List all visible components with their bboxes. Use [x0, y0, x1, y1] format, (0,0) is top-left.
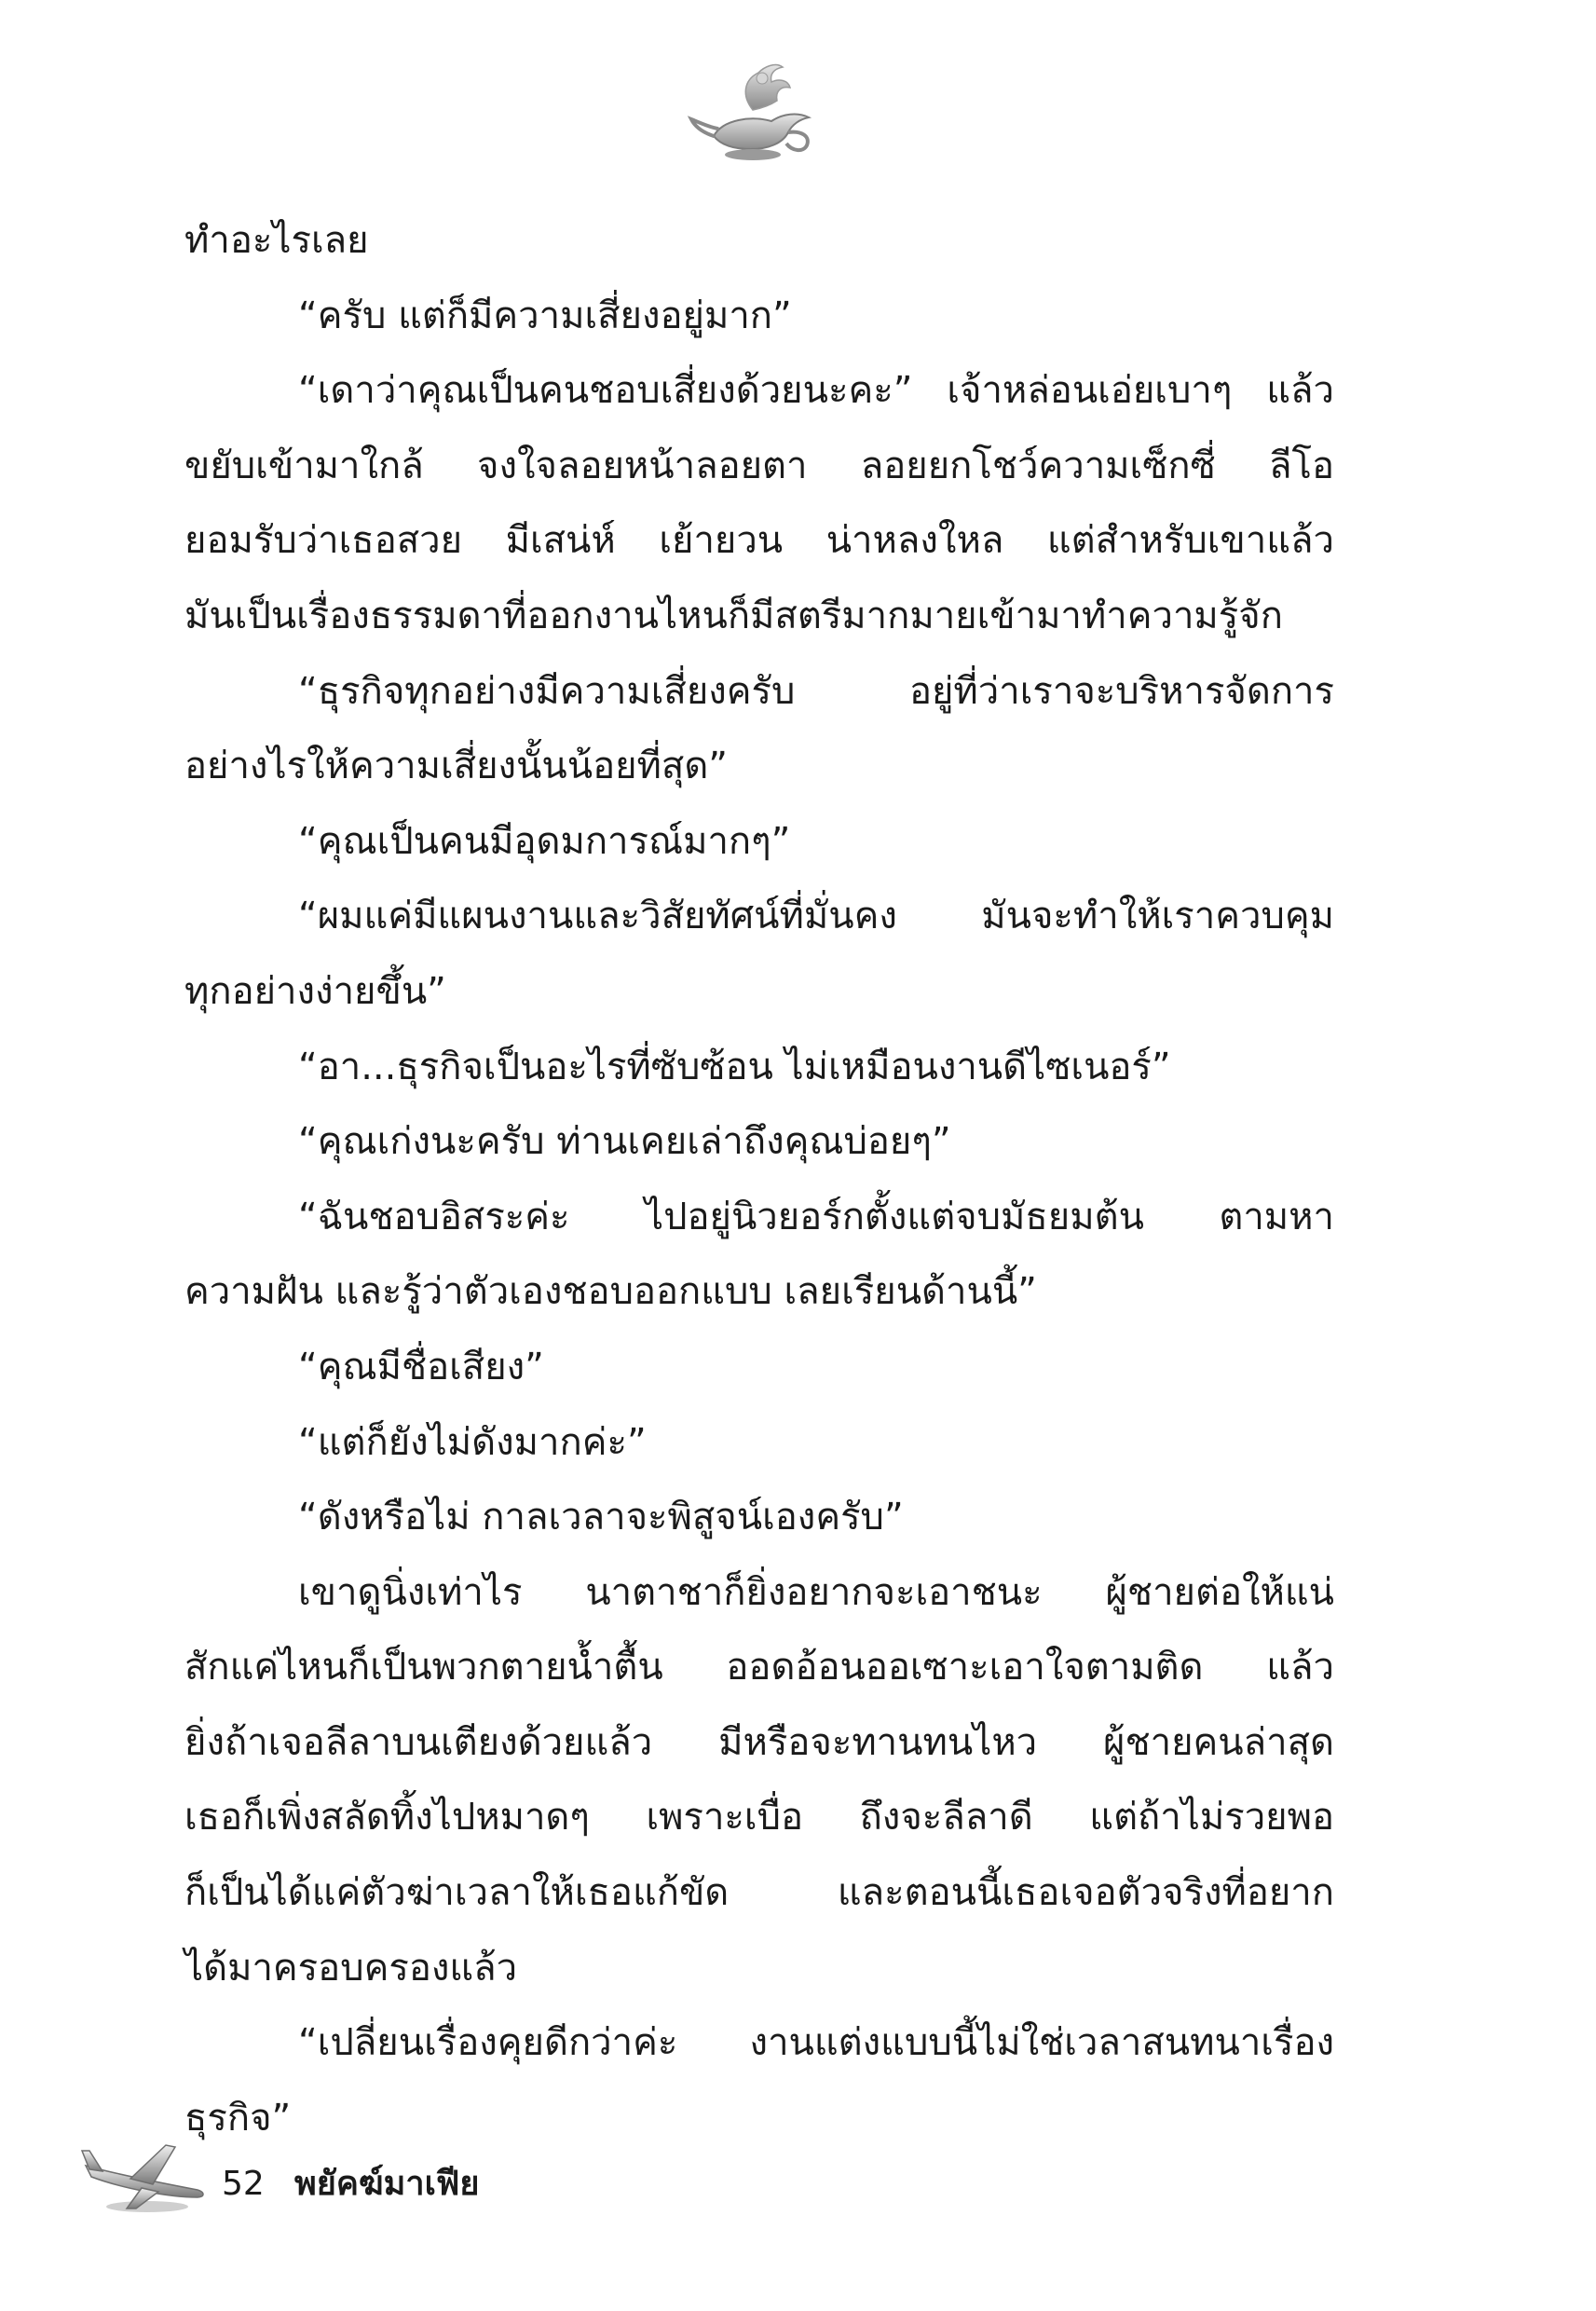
- text-line: ยอมรับว่าเธอสวย มีเสน่ห์ เย้ายวน น่าหลงใหล แต่สำหรับเขาแล้ว: [184, 519, 1334, 563]
- genie-lamp-icon: [686, 54, 825, 166]
- paragraph: [184, 1555, 1334, 2006]
- paragraph: [184, 1480, 1334, 1555]
- text-line: “ฉันชอบอิสระค่ะ ไปอยู่นิวยอร์กตั้งแต่จบมัธยมต้น ตามหา: [298, 1195, 1334, 1238]
- text-line: ธุรกิจ”: [184, 2096, 292, 2140]
- paragraph: [184, 1180, 1334, 1330]
- paragraph: [184, 654, 1334, 804]
- text-line: ทุกอย่างง่ายขึ้น”: [184, 969, 446, 1013]
- paragraph: [184, 203, 1334, 279]
- text-line: “เปลี่ยนเรื่องคุยดีกว่าค่ะ งานแต่งแบบนี้ไม่ใช่เวลาสนทนาเรื่อง: [298, 2021, 1334, 2065]
- body-text: [184, 203, 1334, 2155]
- text-line: “คุณมีชื่อเสียง”: [298, 1345, 544, 1388]
- text-line: “ดังหรือไม่ กาลเวลาจะพิสูจน์เองครับ”: [298, 1496, 904, 1539]
- text-line: “อา...ธุรกิจเป็นอะไรที่ซับซ้อน ไม่เหมือนงานดีไซเนอร์”: [298, 1045, 1171, 1088]
- text-line: ยิ่งถ้าเจอลีลาบนเตียงด้วยแล้ว มีหรือจะทานทนไหว ผู้ชายคนล่าสุด: [184, 1720, 1334, 1764]
- text-line: ก็เป็นได้แค่ตัวฆ่าเวลาให้เธอแก้ขัด และตอนนี้เธอเจอตัวจริงที่อยาก: [184, 1871, 1334, 1915]
- text-line: “ครับ แต่ก็มีความเสี่ยงอยู่มาก”: [298, 294, 792, 337]
- text-line: อย่างไรให้ความเสี่ยงนั้นน้อยที่สุด”: [184, 745, 729, 788]
- paragraph: [184, 1104, 1334, 1180]
- text-line: ได้มาครอบครองแล้ว: [184, 1946, 518, 1990]
- paragraph: [184, 1405, 1334, 1481]
- airplane-icon: [75, 2132, 214, 2216]
- text-line: “ผมแค่มีแผนงานและวิสัยทัศน์ที่มั่นคง มันจะทำให้เราควบคุม: [298, 895, 1334, 938]
- text-line: “คุณเก่งนะครับ ท่านเคยเล่าถึงคุณบ่อยๆ”: [298, 1120, 951, 1164]
- paragraph: [184, 353, 1334, 653]
- paragraph: [184, 804, 1334, 880]
- paragraph: [184, 879, 1334, 1029]
- paragraph: [184, 1330, 1334, 1405]
- text-line: “คุณเป็นคนมีอุดมการณ์มากๆ”: [298, 819, 791, 863]
- text-line: ทำอะไรเลย: [184, 219, 369, 262]
- page-number: 52: [222, 2165, 265, 2203]
- text-line: เขาดูนิ่งเท่าไร นาตาชาก็ยิ่งอยากจะเอาชนะ ผู้ชายต่อให้แน่: [298, 1570, 1334, 1614]
- paragraph: [184, 1030, 1334, 1105]
- text-line: “ธุรกิจทุกอย่างมีความเสี่ยงครับ อยู่ที่ว่าเราจะบริหารจัดการ: [298, 669, 1334, 713]
- text-line: สักแค่ไหนก็เป็นพวกตายน้ำตื้น ออดอ้อนออเซาะเอาใจตามติด แล้ว: [184, 1646, 1334, 1689]
- page-footer: [75, 2132, 634, 2225]
- text-line: ขยับเข้ามาใกล้ จงใจลอยหน้าลอยตา ลอยยกโชว์ความเซ็กซี่ ลีโอ: [184, 444, 1334, 487]
- text-line: “แต่ก็ยังไม่ดังมากค่ะ”: [298, 1420, 647, 1464]
- text-line: มันเป็นเรื่องธรรมดาที่ออกงานไหนก็มีสตรีมากมายเข้ามาทำความรู้จัก: [184, 594, 1283, 637]
- text-line: ความฝัน และรู้ว่าตัวเองชอบออกแบบ เลยเรียนด้านนี้”: [184, 1270, 1037, 1314]
- book-title: พยัคฆ์มาเฟีย: [294, 2165, 480, 2203]
- text-line: “เดาว่าคุณเป็นคนชอบเสี่ยงด้วยนะคะ” เจ้าหล่อนเอ่ยเบาๆ แล้ว: [298, 369, 1334, 413]
- text-line: เธอก็เพิ่งสลัดทิ้งไปหมาดๆ เพราะเบื่อ ถึงจะลีลาดี แต่ถ้าไม่รวยพอ: [184, 1796, 1334, 1839]
- paragraph: [184, 279, 1334, 354]
